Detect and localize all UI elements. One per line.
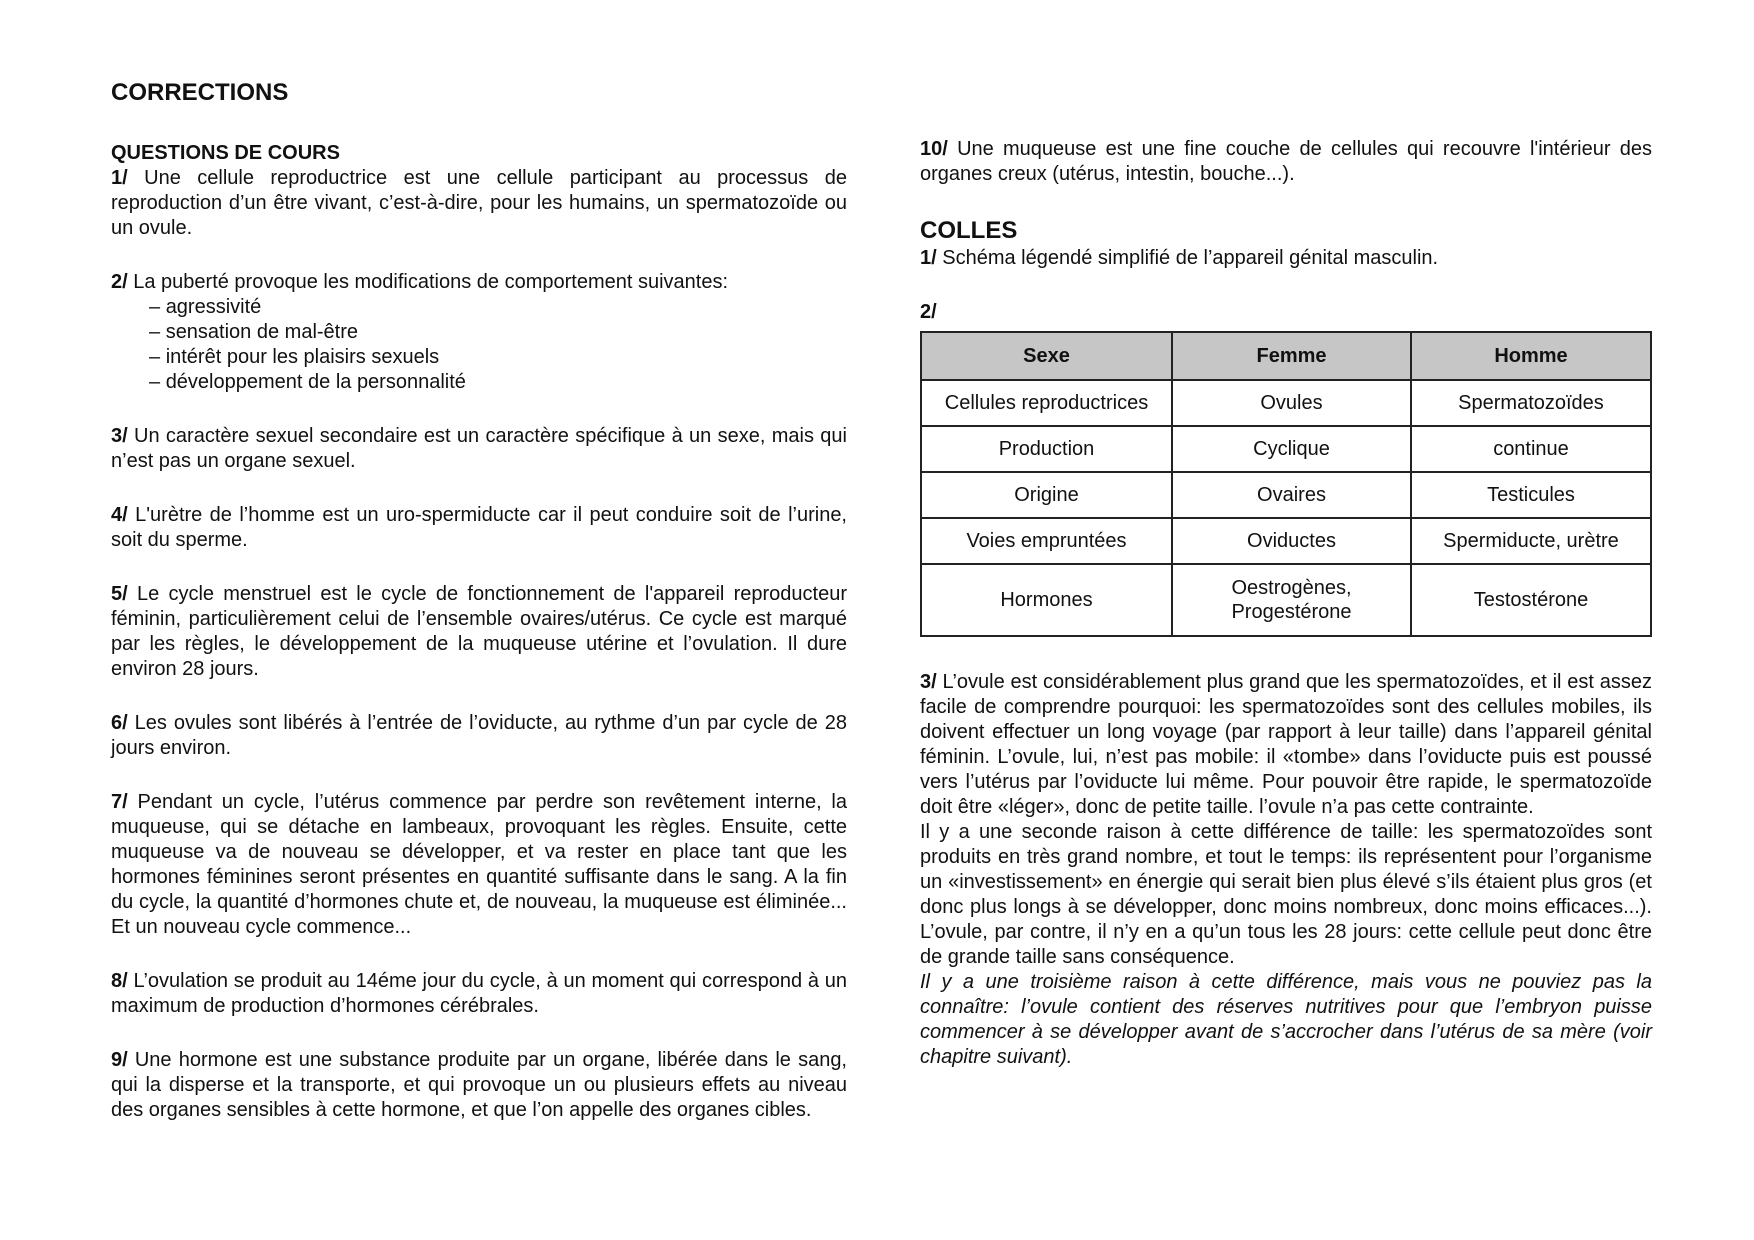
answer-7: [111, 790, 847, 940]
table-cell: continue: [1411, 426, 1651, 472]
answer-text: Une cellule reproductrice est une cellule participant au processus de reproduction d’un être vivant, c’est-à-dire, pour les humains, un spermatozoïde ou un ovule.: [111, 167, 847, 239]
answer-text: L'urètre de l’homme est un uro-spermiducte car il peut conduire soit de l’urine, soit du sperme.: [111, 504, 847, 551]
table-header-cell: Femme: [1172, 332, 1411, 380]
table-header-cell: Homme: [1411, 332, 1651, 380]
table-header-row: [921, 332, 1651, 380]
colle-3: [920, 670, 1652, 820]
section-heading-colles: COLLES: [920, 217, 1018, 244]
section-heading-questions: QUESTIONS DE COURS: [111, 142, 340, 164]
table-header-cell: Sexe: [921, 332, 1172, 380]
colle-2: [920, 300, 1652, 325]
answer-text: Pendant un cycle, l’utérus commence par perdre son revêtement interne, la muqueuse, qui se détache en lambeaux, provoquant les règles. Ensuite, cette muqueuse va de nouveau se développer, et va rester en place tant que les hormones féminines seront présentes en quantité suffisante dans le sang. A la fin du cycle, la quantité d’hormones chute et, de nouveau, la muqueuse est éliminée... Et un nouveau cycle commence...: [111, 791, 847, 938]
table-cell: Origine: [921, 472, 1172, 518]
answer-5: [111, 582, 847, 682]
answer-number: 10/: [920, 138, 948, 160]
answer-number: 9/: [111, 1049, 128, 1071]
answer-number: 2/: [111, 271, 128, 293]
table-row: [921, 426, 1651, 472]
list-item: – sensation de mal-être: [149, 320, 847, 345]
colle-3-paragraph-3: Il y a une troisième raison à cette différence, mais vous ne pouviez pas la connaître: l’ovule contient des réserves nutritives pour que l’embryon puisse commencer à se développer avant de s’accrocher dans l’utérus de sa mère (voir chapitre suivant).: [920, 971, 1652, 1068]
answer-text: Les ovules sont libérés à l’entrée de l’oviducte, au rythme d’un par cycle de 28 jours environ.: [111, 712, 847, 759]
table-cell: Testostérone: [1411, 564, 1651, 636]
table-row: [921, 518, 1651, 564]
answer-number: 3/: [920, 671, 937, 693]
table-cell: Cyclique: [1172, 426, 1411, 472]
table-row: [921, 472, 1651, 518]
answer-text: Une muqueuse est une fine couche de cellules qui recouvre l'intérieur des organes creux (utérus, intestin, bouche...).: [920, 138, 1652, 185]
answer-text: Un caractère sexuel secondaire est un caractère spécifique à un sexe, mais qui n’est pas un organe sexuel.: [111, 425, 847, 472]
table-cell: Cellules reproductrices: [921, 380, 1172, 426]
table-row: [921, 564, 1651, 636]
page-title: CORRECTIONS: [111, 79, 289, 106]
table-cell: Oestrogènes, Progestérone: [1172, 564, 1411, 636]
colle-1: [920, 246, 1652, 271]
table-cell: Spermatozoïdes: [1411, 380, 1651, 426]
table-cell: Testicules: [1411, 472, 1651, 518]
answer-number: 2/: [920, 301, 937, 323]
table-cell: Spermiducte, urètre: [1411, 518, 1651, 564]
table-cell: Production: [921, 426, 1172, 472]
left-column: [111, 78, 847, 1123]
list-item: – agressivité: [149, 295, 847, 320]
right-column: [920, 83, 1652, 1070]
answer-8: [111, 969, 847, 1019]
answer-number: 7/: [111, 791, 128, 813]
answer-4: [111, 503, 847, 553]
answer-2: [111, 270, 847, 295]
list-item: – développement de la personnalité: [149, 370, 847, 395]
answer-9: [111, 1048, 847, 1123]
table-cell: Ovaires: [1172, 472, 1411, 518]
table-row: [921, 380, 1651, 426]
answer-1: [111, 166, 847, 241]
answer-text: Une hormone est une substance produite par un organe, libérée dans le sang, qui la disperse et la transporte, et qui provoque un ou plusieurs effets au niveau des organes sensibles à cette hormone, et que l’on appelle des organes cibles.: [111, 1049, 847, 1121]
answer-number: 3/: [111, 425, 128, 447]
answer-text: Le cycle menstruel est le cycle de fonctionnement de l'appareil reproducteur féminin, particulièrement celui de l’ensemble ovaires/utérus. Ce cycle est marqué par les règles, le développement de la muqueuse utérine et l’ovulation. Il dure environ 28 jours.: [111, 583, 847, 680]
answer-text: L’ovule est considérablement plus grand que les spermatozoïdes, et il est assez facile de comprendre pourquoi: les spermatozoïdes sont des cellules mobiles, ils doivent effectuer un long voyage (par rapport à leur taille) dans l’appareil génital féminin. L’ovule, lui, n’est pas mobile: il «tombe» dans l’oviducte puis est poussé vers l’utérus par l’oviducte lui même. Pour pouvoir être rapide, le spermatozoïde doit être «léger», donc de petite taille. l’ovule n’a pas cette contrainte.: [920, 671, 1652, 818]
answer-text: Schéma légendé simplifié de l’appareil génital masculin.: [936, 247, 1439, 269]
answer-number: 4/: [111, 504, 128, 526]
behavior-list: [111, 295, 847, 395]
list-item: – intérêt pour les plaisirs sexuels: [149, 345, 847, 370]
answer-text: La puberté provoque les modifications de comportement suivantes:: [127, 271, 729, 293]
answer-number: 5/: [111, 583, 128, 605]
answer-number: 8/: [111, 970, 128, 992]
answer-number: 6/: [111, 712, 128, 734]
colle-3-paragraph-2: Il y a une seconde raison à cette différence de taille: les spermatozoïdes sont produits en très grand nombre, et tout le temps: ils représentent pour l’organisme un «investissement» en énergie qui serait bien plus élevé s’ils étaient plus gros (et donc plus longs à se développer, donc moins nombreux, donc moins efficaces...). L’ovule, par contre, il n’y en a qu’un tous les 28 jours: cette cellule peut donc être de grande taille sans conséquence.: [920, 821, 1652, 968]
table-cell: Voies empruntées: [921, 518, 1172, 564]
answer-number: 1/: [920, 247, 937, 269]
table-cell: Ovules: [1172, 380, 1411, 426]
answer-text: L’ovulation se produit au 14éme jour du cycle, à un moment qui correspond à un maximum de production d’hormones cérébrales.: [111, 970, 847, 1017]
answer-3: [111, 424, 847, 474]
table-cell: Oviductes: [1172, 518, 1411, 564]
answer-10: [920, 137, 1652, 187]
answer-6: [111, 711, 847, 761]
comparison-table: [920, 331, 1652, 637]
table-cell: Hormones: [921, 564, 1172, 636]
answer-number: 1/: [111, 167, 128, 189]
